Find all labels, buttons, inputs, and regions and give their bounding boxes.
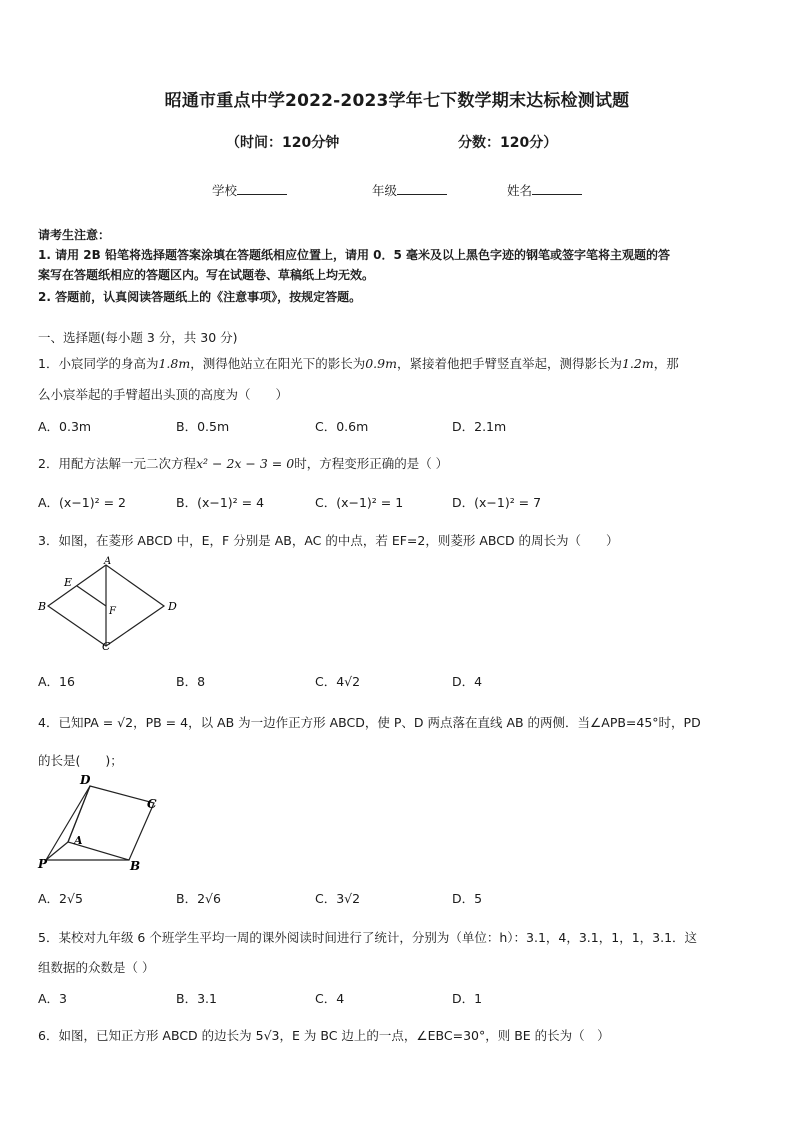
label-d: D [168, 600, 177, 613]
q1-option-b[interactable]: B．0.5m [176, 419, 230, 434]
question-1-line-1: 1．小宸同学的身高为1.8m，测得他站立在阳光下的影长为0.9m，紧接着他把手臂竖直举起，测得影长为1.2m，那 [38, 356, 679, 371]
label-a: A [74, 834, 83, 847]
question-2: 2．用配方法解一元二次方程x² − 2x − 3 = 0时，方程变形正确的是（ ） [38, 456, 449, 471]
name-field [507, 181, 582, 199]
question-5-line-2: 组数据的众数是（ ） [38, 960, 155, 975]
notice-line-2: 2. 答题前，认真阅读答题纸上的《注意事项》，按规定答题。 [38, 290, 362, 304]
q3-option-a[interactable]: A．16 [38, 674, 75, 689]
square-figure [34, 770, 174, 875]
question-4-line-2: 的长是( )； [38, 753, 123, 768]
question-3: 3．如图，在菱形 ABCD 中，E，F 分别是 AB，AC 的中点，若 EF=2，则菱形 ABCD 的周长为（ ） [38, 533, 619, 548]
grade-label: 年级 [372, 183, 398, 198]
q5-option-a[interactable]: A．3 [38, 991, 68, 1006]
q1-option-d[interactable]: D．2.1m [452, 419, 507, 434]
q3-option-c[interactable]: C．4√2 [315, 674, 361, 689]
section-heading: 一、选择题(每小题 3 分，共 30 分) [38, 330, 238, 345]
grade-blank[interactable] [397, 182, 447, 195]
label-e: E [64, 576, 73, 589]
q1-option-c[interactable]: C．0.6m [315, 419, 369, 434]
label-p: P [38, 857, 48, 871]
q1-option-a[interactable]: A．0.3m [38, 419, 92, 434]
q3-option-b[interactable]: B．8 [176, 674, 206, 689]
notice-line-1b: 案写在答题纸相应的答题区内。写在试题卷、草稿纸上均无效。 [38, 268, 375, 282]
name-label: 姓名 [507, 183, 533, 198]
q2-option-b[interactable]: B．(x−1)² = 4 [176, 495, 265, 510]
label-b: B [130, 859, 141, 873]
label-c: C [102, 640, 111, 653]
label-a: A [104, 556, 112, 567]
school-field [212, 181, 287, 199]
square-abcd [68, 786, 154, 860]
exam-time: （时间：120分钟 [226, 135, 340, 151]
q4-option-a[interactable]: A．2√5 [38, 891, 83, 906]
label-c: C [147, 797, 157, 811]
school-label: 学校 [212, 183, 238, 198]
question-6: 6．如图，已知正方形 ABCD 的边长为 5√3，E 为 BC 边上的一点，∠EBC=30°，则 BE 的长为（ ） [38, 1028, 610, 1043]
q4-option-d[interactable]: D．5 [452, 891, 483, 906]
q2-option-d[interactable]: D．(x−1)² = 7 [452, 495, 542, 510]
school-blank[interactable] [237, 182, 287, 195]
notice-heading: 请考生注意： [38, 228, 111, 242]
name-blank[interactable] [532, 182, 582, 195]
q5-option-d[interactable]: D．1 [452, 991, 483, 1006]
segment-pa [46, 842, 68, 860]
q4-option-c[interactable]: C．3√2 [315, 891, 361, 906]
q5-option-c[interactable]: C．4 [315, 991, 345, 1006]
segment-ef [77, 586, 106, 606]
q2-option-c[interactable]: C．(x−1)² = 1 [315, 495, 404, 510]
q2-option-a[interactable]: A．(x−1)² = 2 [38, 495, 127, 510]
q5-option-b[interactable]: B．3.1 [176, 991, 217, 1006]
question-5-line-1: 5．某校对九年级 6 个班学生平均一周的课外阅读时间进行了统计，分别为（单位：h）：3.1，4，3.1，1，1，3.1．这 [38, 930, 698, 945]
question-1-line-2: 么小宸举起的手臂超出头顶的高度为（ ） [38, 387, 289, 402]
page-title: 昭通市重点中学2022-2023学年七下数学期末达标检测试题 [164, 91, 630, 111]
q4-option-b[interactable]: B．2√6 [176, 891, 221, 906]
label-f: F [109, 606, 116, 617]
label-d: D [80, 773, 91, 787]
grade-field [372, 181, 447, 199]
notice-line-1: 1. 请用 2B 铅笔将选择题答案涂填在答题纸相应位置上，请用 0．5 毫米及以上黑色字迹的钢笔或签字笔将主观题的答 [38, 248, 670, 262]
label-b: B [38, 600, 47, 613]
rhombus-figure [30, 555, 190, 655]
question-4-line-1: 4．已知PA = √2，PB = 4，以 AB 为一边作正方形 ABCD，使 P、D 两点落在直线 AB 的两侧．当∠APB=45°时，PD [38, 715, 701, 730]
exam-score: 分数：120分） [458, 135, 558, 151]
segment-pd [46, 786, 90, 860]
q3-option-d[interactable]: D．4 [452, 674, 483, 689]
